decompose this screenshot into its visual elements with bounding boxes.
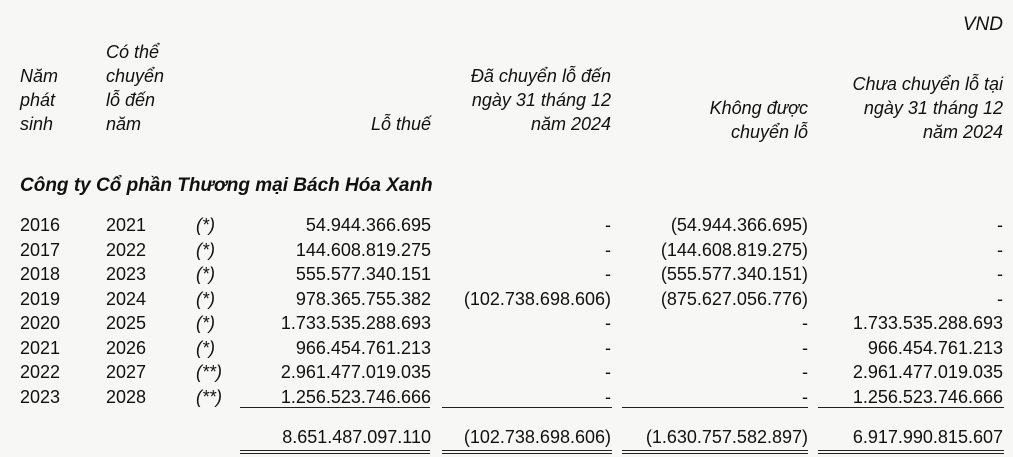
row-year: 2021 bbox=[20, 337, 61, 358]
row-year: 2017 bbox=[20, 239, 61, 260]
row-remaining: 1.256.523.746.666 bbox=[852, 386, 1003, 407]
double-rule-tax-loss bbox=[240, 450, 430, 454]
row-not-carried: - bbox=[802, 386, 808, 407]
row-tax-loss: 144.608.819.275 bbox=[295, 239, 431, 260]
currency-label: VND bbox=[962, 14, 1003, 35]
row-remaining: 966.454.761.213 bbox=[867, 337, 1003, 358]
row-carried: - bbox=[605, 362, 611, 382]
row-remaining: - bbox=[997, 239, 1003, 260]
header-carried-forward: Đã chuyển lỗ đến ngày 31 tháng 12 năm 2024 bbox=[470, 66, 611, 134]
row-until-year: 2027 bbox=[106, 362, 147, 382]
row-note: (*) bbox=[196, 239, 215, 260]
header-tax-loss: Lỗ thuế bbox=[370, 114, 431, 134]
row-note: (*) bbox=[196, 264, 215, 284]
double-rule-not-carried bbox=[622, 450, 808, 454]
row-not-carried: (875.627.056.776) bbox=[660, 288, 808, 309]
row-not-carried: (144.608.819.275) bbox=[660, 239, 808, 260]
header-carry-forward-until: Có thể chuyển lỗ đến năm bbox=[106, 42, 165, 134]
row-remaining: 2.961.477.019.035 bbox=[852, 362, 1003, 382]
row-year: 2016 bbox=[20, 215, 61, 235]
row-until-year: 2024 bbox=[106, 288, 147, 309]
row-not-carried: - bbox=[802, 337, 808, 358]
row-carried: - bbox=[605, 215, 611, 235]
row-carried: - bbox=[605, 386, 611, 407]
row-until-year: 2028 bbox=[106, 386, 147, 407]
row-year: 2019 bbox=[20, 288, 61, 309]
total-remaining: 6.917.990.815.607 bbox=[852, 427, 1003, 447]
row-tax-loss: 2.961.477.019.035 bbox=[280, 362, 431, 382]
row-until-year: 2025 bbox=[106, 313, 147, 333]
row-remaining: - bbox=[997, 215, 1003, 235]
row-note: (**) bbox=[196, 386, 222, 407]
row-carried: - bbox=[605, 239, 611, 260]
row-note: (**) bbox=[196, 362, 222, 382]
row-note: (*) bbox=[196, 288, 215, 309]
total-not-carried: (1.630.757.582.897) bbox=[645, 427, 808, 447]
row-carried: (102.738.698.606) bbox=[463, 288, 611, 309]
row-remaining: - bbox=[997, 288, 1003, 309]
row-tax-loss: 1.256.523.746.666 bbox=[280, 386, 431, 407]
double-rule-carried bbox=[442, 450, 612, 454]
row-year: 2022 bbox=[20, 362, 61, 382]
row-year: 2023 bbox=[20, 386, 61, 407]
header-not-carried: Không được chuyển lỗ bbox=[709, 98, 808, 142]
row-carried: - bbox=[605, 313, 611, 333]
row-note: (*) bbox=[196, 313, 215, 333]
rule-remaining bbox=[818, 407, 1004, 408]
rule-not-carried bbox=[622, 407, 808, 408]
row-until-year: 2022 bbox=[106, 239, 147, 260]
row-remaining: 1.733.535.288.693 bbox=[852, 313, 1003, 333]
rule-carried bbox=[442, 407, 612, 408]
row-note: (*) bbox=[196, 337, 215, 358]
row-until-year: 2021 bbox=[106, 215, 147, 235]
row-tax-loss: 555.577.340.151 bbox=[295, 264, 431, 284]
row-tax-loss: 54.944.366.695 bbox=[305, 215, 431, 235]
row-tax-loss: 978.365.755.382 bbox=[295, 288, 431, 309]
row-not-carried: - bbox=[802, 313, 808, 333]
row-note: (*) bbox=[196, 215, 215, 235]
total-carried: (102.738.698.606) bbox=[463, 427, 611, 447]
company-name: Công ty Cổ phần Thương mại Bách Hóa Xanh bbox=[20, 175, 433, 196]
row-remaining: - bbox=[997, 264, 1003, 284]
row-until-year: 2023 bbox=[106, 264, 147, 284]
row-tax-loss: 1.733.535.288.693 bbox=[280, 313, 431, 333]
row-tax-loss: 966.454.761.213 bbox=[295, 337, 431, 358]
row-not-carried: - bbox=[802, 362, 808, 382]
row-until-year: 2026 bbox=[106, 337, 147, 358]
header-remaining: Chưa chuyển lỗ tại ngày 31 tháng 12 năm 2024 bbox=[852, 74, 1003, 142]
header-year-incurred: Năm phát sinh bbox=[20, 66, 59, 134]
double-rule-remaining bbox=[818, 450, 1004, 454]
total-tax-loss: 8.651.487.097.110 bbox=[282, 427, 431, 447]
row-carried: - bbox=[605, 337, 611, 358]
rule-tax-loss bbox=[240, 407, 430, 408]
row-carried: - bbox=[605, 264, 611, 284]
row-not-carried: (54.944.366.695) bbox=[670, 215, 808, 235]
row-not-carried: (555.577.340.151) bbox=[660, 264, 808, 284]
row-year: 2020 bbox=[20, 313, 61, 333]
row-year: 2018 bbox=[20, 264, 61, 284]
